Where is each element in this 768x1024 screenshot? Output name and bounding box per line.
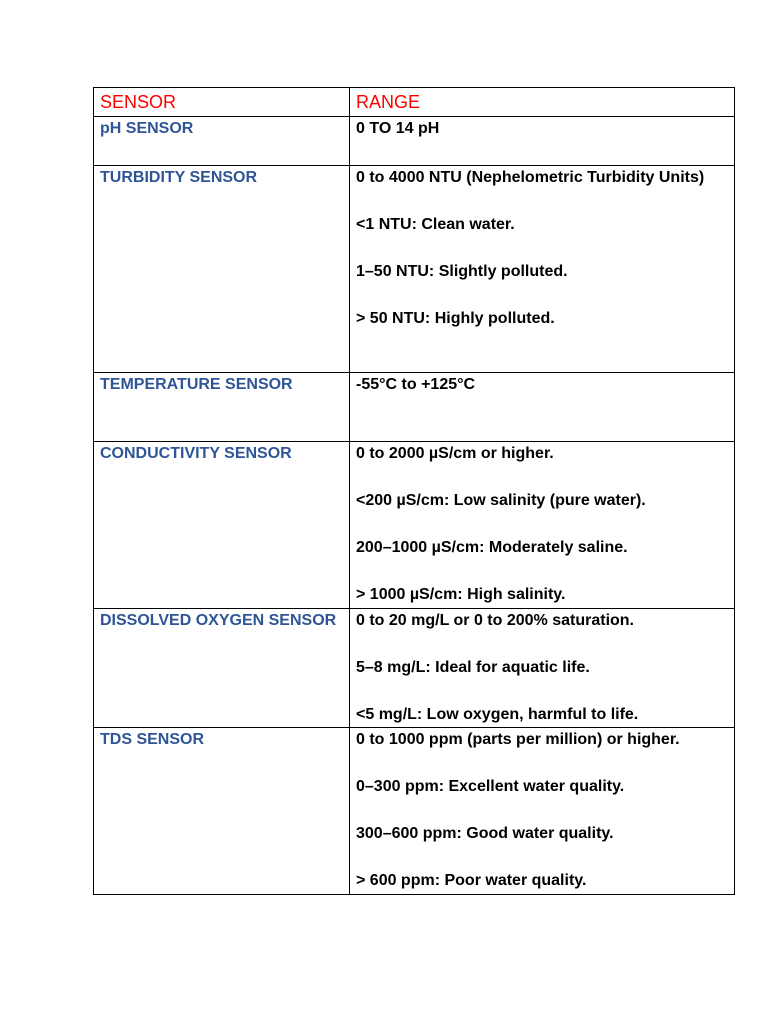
sensor-name: TDS SENSOR [94, 728, 350, 895]
range-line: <1 NTU: Clean water. [356, 216, 515, 233]
range-line: 0–300 ppm: Excellent water quality. [356, 778, 625, 795]
header-sensor: SENSOR [94, 88, 350, 117]
sensor-range-table [93, 87, 735, 895]
table-row [94, 728, 735, 895]
range-cell [350, 609, 735, 728]
sensor-name: DISSOLVED OXYGEN SENSOR [94, 609, 350, 728]
range-line: 1–50 NTU: Slightly polluted. [356, 263, 568, 280]
table-row [94, 373, 735, 442]
range-line: 200–1000 µS/cm: Moderately saline. [356, 539, 628, 556]
sensor-name: TURBIDITY SENSOR [94, 166, 350, 373]
range-line: > 50 NTU: Highly polluted. [356, 310, 555, 327]
range-line: 0 to 4000 NTU (Nephelometric Turbidity Units) [356, 169, 705, 186]
table-row [94, 166, 735, 373]
header-range: RANGE [350, 88, 735, 117]
range-line: 0 to 1000 ppm (parts per million) or higher. [356, 731, 680, 748]
range-line: 0 to 2000 µS/cm or higher. [356, 445, 554, 462]
range-cell [350, 442, 735, 609]
table-row [94, 609, 735, 728]
range-line: > 1000 µS/cm: High salinity. [356, 586, 566, 603]
table-row [94, 117, 735, 166]
sensor-name: pH SENSOR [94, 117, 350, 166]
range-cell [350, 166, 735, 373]
range-line: <5 mg/L: Low oxygen, harmful to life. [356, 706, 639, 723]
table-header-row [94, 88, 735, 117]
range-line: > 600 ppm: Poor water quality. [356, 872, 587, 889]
range-cell [350, 117, 735, 166]
range-line: 5–8 mg/L: Ideal for aquatic life. [356, 659, 590, 676]
range-line: 0 to 20 mg/L or 0 to 200% saturation. [356, 612, 634, 629]
sensor-name: CONDUCTIVITY SENSOR [94, 442, 350, 609]
range-cell [350, 728, 735, 895]
sensor-name: TEMPERATURE SENSOR [94, 373, 350, 442]
range-cell [350, 373, 735, 442]
table-row [94, 442, 735, 609]
range-line: 300–600 ppm: Good water quality. [356, 825, 614, 842]
range-line: 0 TO 14 pH [356, 120, 440, 137]
range-line: <200 µS/cm: Low salinity (pure water). [356, 492, 646, 509]
range-line: -55°C to +125°C [356, 376, 476, 393]
